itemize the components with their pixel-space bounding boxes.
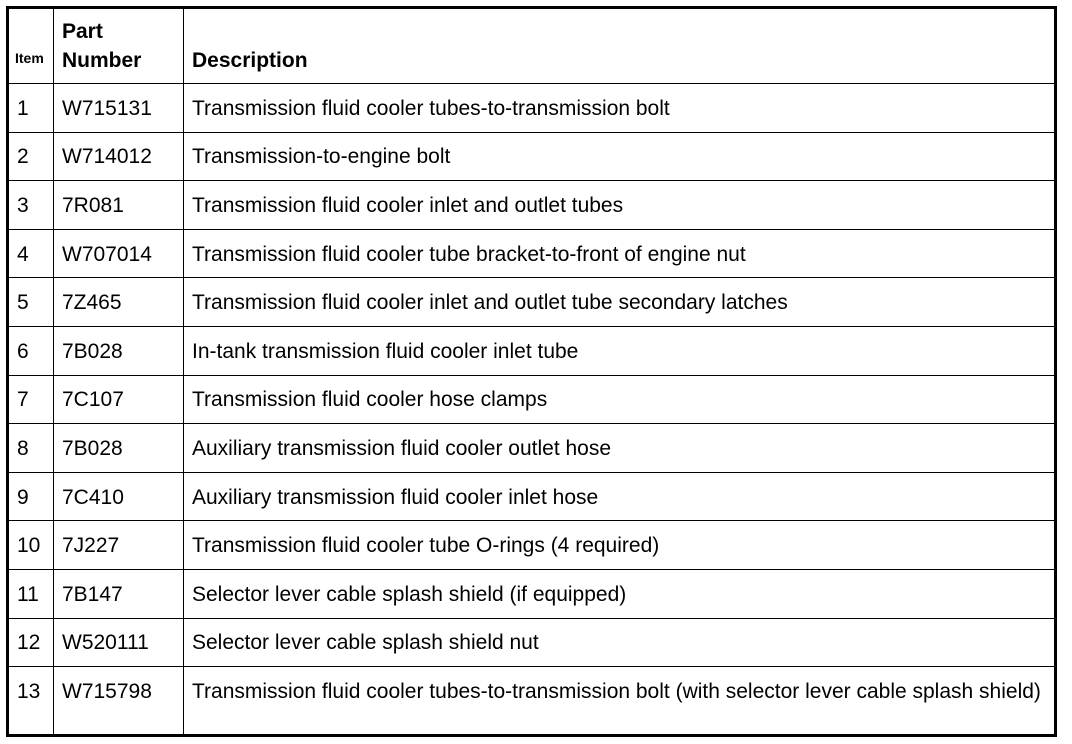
table-header-row <box>8 8 1056 84</box>
table-row <box>8 472 1056 521</box>
cell-item: 7 <box>8 375 54 424</box>
cell-part-number: W520111 <box>54 618 184 667</box>
cell-item: 12 <box>8 618 54 667</box>
cell-part-number: 7R081 <box>54 181 184 230</box>
table-row <box>8 569 1056 618</box>
table-row <box>8 667 1056 736</box>
cell-part-number: W714012 <box>54 132 184 181</box>
cell-part-number: W715131 <box>54 84 184 133</box>
table-row <box>8 181 1056 230</box>
cell-item: 11 <box>8 569 54 618</box>
cell-description: In-tank transmission fluid cooler inlet tube <box>184 326 1056 375</box>
cell-item: 4 <box>8 229 54 278</box>
cell-description: Transmission fluid cooler inlet and outlet tube secondary latches <box>184 278 1056 327</box>
cell-part-number: 7B028 <box>54 326 184 375</box>
cell-item: 1 <box>8 84 54 133</box>
cell-description: Transmission fluid cooler tubes-to-transmission bolt <box>184 84 1056 133</box>
cell-part-number: W707014 <box>54 229 184 278</box>
table-row <box>8 326 1056 375</box>
cell-description: Transmission fluid cooler inlet and outlet tubes <box>184 181 1056 230</box>
table-row <box>8 424 1056 473</box>
header-description: Description <box>184 8 1056 84</box>
cell-part-number: 7B028 <box>54 424 184 473</box>
cell-item: 10 <box>8 521 54 570</box>
cell-item: 6 <box>8 326 54 375</box>
cell-description: Auxiliary transmission fluid cooler inlet hose <box>184 472 1056 521</box>
cell-description: Transmission fluid cooler tube bracket-to-front of engine nut <box>184 229 1056 278</box>
cell-description: Auxiliary transmission fluid cooler outlet hose <box>184 424 1056 473</box>
cell-item: 8 <box>8 424 54 473</box>
cell-item: 3 <box>8 181 54 230</box>
table-row <box>8 375 1056 424</box>
cell-part-number: 7B147 <box>54 569 184 618</box>
cell-item: 2 <box>8 132 54 181</box>
cell-description: Transmission fluid cooler hose clamps <box>184 375 1056 424</box>
table-row <box>8 132 1056 181</box>
cell-part-number: 7C410 <box>54 472 184 521</box>
cell-part-number: W715798 <box>54 667 184 736</box>
table-row <box>8 278 1056 327</box>
table-row <box>8 84 1056 133</box>
cell-description: Selector lever cable splash shield (if equipped) <box>184 569 1056 618</box>
cell-part-number: 7C107 <box>54 375 184 424</box>
cell-description: Transmission-to-engine bolt <box>184 132 1056 181</box>
table-row <box>8 521 1056 570</box>
header-part-number: Part Number <box>54 8 184 84</box>
table-row <box>8 229 1056 278</box>
parts-table <box>6 6 1057 737</box>
cell-part-number: 7J227 <box>54 521 184 570</box>
cell-item: 13 <box>8 667 54 736</box>
cell-description: Selector lever cable splash shield nut <box>184 618 1056 667</box>
cell-description: Transmission fluid cooler tubes-to-transmission bolt (with selector lever cable splash shield) <box>184 667 1056 736</box>
cell-item: 5 <box>8 278 54 327</box>
cell-description: Transmission fluid cooler tube O-rings (4 required) <box>184 521 1056 570</box>
table-row <box>8 618 1056 667</box>
cell-item: 9 <box>8 472 54 521</box>
header-item: Item <box>8 8 54 84</box>
cell-part-number: 7Z465 <box>54 278 184 327</box>
